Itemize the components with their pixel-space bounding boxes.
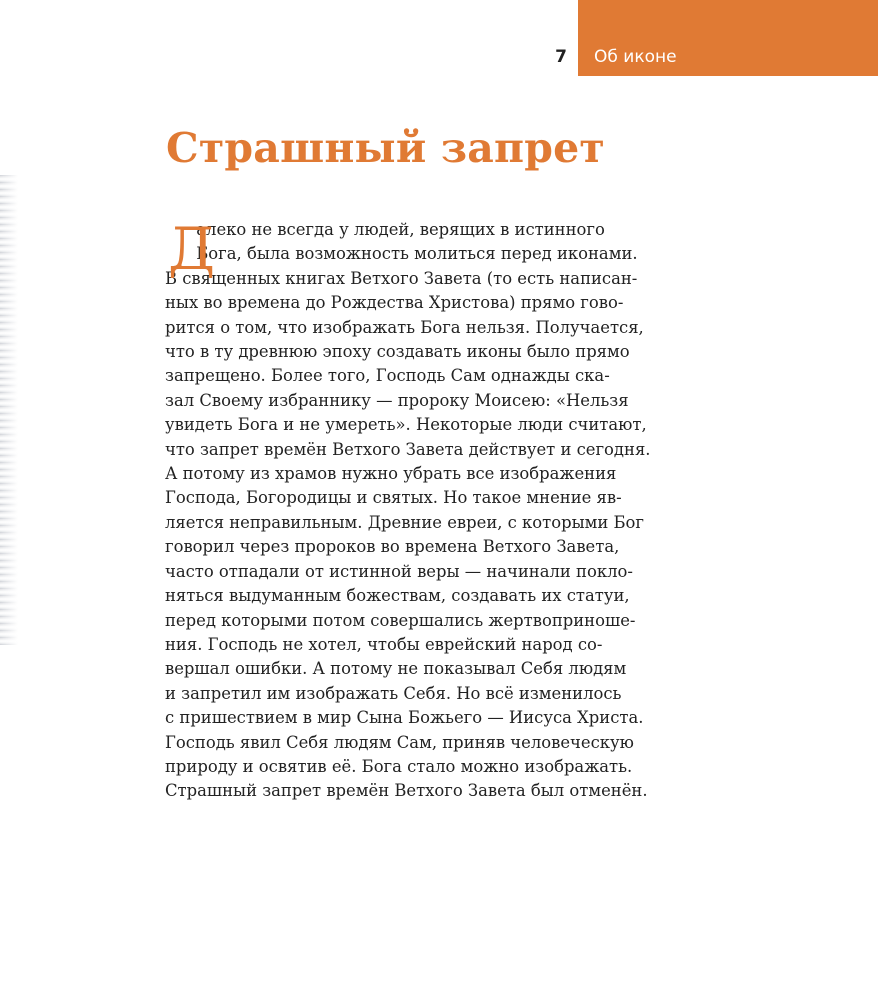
body-line: вершал ошибки. А потому не показывал Себя людям: [165, 659, 627, 679]
body-line: Господа, Богородицы и святых. Но такое мнение яв-: [165, 488, 622, 508]
body-line: Господь явил Себя людям Сам, приняв человеческую: [165, 732, 634, 752]
body-line: что в ту древнюю эпоху создавать иконы было прямо: [165, 342, 630, 362]
body-line: зал Своему избраннику — пророку Моисею: «Нельзя: [165, 390, 629, 410]
body-line: А потому из храмов нужно убрать все изображения: [165, 464, 617, 484]
body-line: увидеть Бога и не умереть». Некоторые люди считают,: [165, 415, 647, 435]
body-line: ных во времена до Рождества Христова) прямо гово-: [165, 293, 624, 313]
body-line: В священных книгах Ветхого Завета (то есть написан-: [165, 268, 638, 288]
body-line: что запрет времён Ветхого Завета действует и сегодня.: [165, 439, 651, 459]
body-line: природу и освятив её. Бога стало можно изображать.: [165, 756, 633, 776]
body-line: Бога, была возможность молиться перед иконами.: [165, 244, 638, 264]
article-body: [165, 215, 725, 804]
page-number: 7: [555, 47, 567, 67]
body-line: запрещено. Более того, Господь Сам однажды ска-: [165, 366, 610, 386]
body-line: ляется неправильным. Древние евреи, с которыми Бог: [165, 512, 645, 532]
body-line: ния. Господь не хотел, чтобы еврейский народ со-: [165, 634, 603, 654]
body-line: рится о том, что изображать Бога нельзя. Получается,: [165, 317, 644, 337]
body-line: няться выдуманным божествам, создавать их статуи,: [165, 586, 630, 606]
section-title: Об иконе: [594, 47, 677, 67]
body-line: перед которыми потом совершались жертвоприноше-: [165, 610, 636, 630]
body-line: часто отпадали от истинной веры — начинали покло-: [165, 561, 633, 581]
body-line: говорил через пророков во времена Ветхого Завета,: [165, 537, 620, 557]
brush-texture-decoration: [0, 175, 18, 645]
drop-cap: Д: [168, 215, 216, 283]
body-line: с пришествием в мир Сына Божьего — Иисуса Христа.: [165, 708, 644, 728]
article-title: Страшный запрет: [166, 124, 606, 172]
body-line: Страшный запрет времён Ветхого Завета был отменён.: [165, 781, 648, 801]
body-line: алеко не всегда у людей, верящих в истинного: [165, 220, 605, 239]
body-line: и запретил им изображать Себя. Но всё изменилось: [165, 683, 622, 703]
